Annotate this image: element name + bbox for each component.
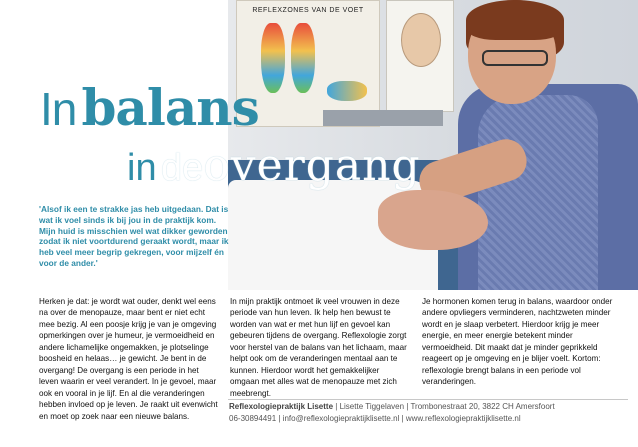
footer-email[interactable]: info@reflexologiepraktijklisette.nl (282, 414, 400, 424)
footer-sep: | (401, 414, 404, 424)
headline-de: de (161, 147, 204, 189)
footer-rule (228, 399, 628, 400)
footer-line-2 (229, 413, 629, 425)
headline-overgang: overgang (203, 140, 421, 191)
footer-sep: | (406, 402, 409, 411)
poster-title: REFLEXZONES VAN DE VOET (252, 7, 364, 14)
headline-balans: balans (81, 78, 259, 137)
foot-chart-right (291, 23, 315, 93)
footer-company: Reflexologiepraktijk Lisette (229, 402, 334, 411)
face-poster (386, 0, 454, 112)
footer-person: Lisette Tiggelaven (339, 402, 405, 411)
face-drawing (401, 13, 441, 67)
foot-chart-side (327, 81, 367, 101)
footer (229, 401, 629, 426)
body-column-3: Je hormonen komen terug in balans, waardoor onder andere opvliegers verminderen, nachtzweten minder wordt en je slaap verbetert. Hierdoor krijg je meer energie, en meer energie betekent minder vermoeidheid. Dit maakt dat je minder geprikkeld reageert op je omgeving en je blijer voelt. Kortom: reflexologie brengt balans in een periode vol veranderingen. (422, 297, 613, 387)
glasses (482, 50, 548, 66)
lamp (323, 110, 443, 126)
headline-line2 (127, 140, 421, 191)
footer-sep: | (335, 402, 338, 411)
headline-line1 (40, 78, 259, 137)
intro-quote: 'Alsof ik een te strakke jas heb uitgedaan. Dat is wat ik voel sinds ik bij jou in de praktijk kom. Mijn huid is misschien wel wat dikker geworden zodat ik niet voortdurend geraakt wordt, maar ik heb veel meer begrip gekregen, voor mijzelf én voor de ander.' (39, 204, 229, 268)
therapist-shirt (478, 95, 598, 290)
therapist-hair-top (466, 0, 564, 40)
headline-in: In (40, 83, 77, 135)
headline-in2: in (127, 147, 157, 189)
body-column-2: In mijn praktijk ontmoet ik veel vrouwen in deze periode van hun leven. Ik help hen bewust te worden van wat er met hun lijf en gevoel kan gebeuren tijdens de overgang. Reflexologie zorgt voor herstel van de balans van het lichaam, maar helpt ook om de veranderingen mentaal aan te kunnen. Hierdoor wordt het gemakkelijker omgaan met alles wat de menopauze met zich meebrengt. (230, 297, 407, 398)
footer-line-1 (229, 401, 629, 413)
foot-chart-left (261, 23, 285, 93)
footer-phone: 06-30894491 (229, 414, 277, 424)
body-column-1: Herken je dat: je wordt wat ouder, denkt wel eens na over de menopauze, maar bent er niet echt mee bezig. Al een poosje krijg je van je omgeving opmerkingen over je humeur, je vermoeidheid en andere lichamelijke ongemakken, je plotselinge boosheid en helaas… je gewicht. Je bent in de overgang! De overgang is een periode in het leven waarin er veel verandert. In je gevoel, maar ook en vooral in je lijf. En al die veranderingen hebben invloed op je leven. Je raakt uit evenwicht en moet op zoek naar een nieuwe balans. (39, 297, 218, 421)
footer-website[interactable]: www.reflexologiepraktijklisette.nl (405, 414, 521, 424)
footer-sep: | (278, 414, 281, 424)
footer-address: Trombonestraat 20, 3822 CH Amersfoort (410, 402, 555, 411)
